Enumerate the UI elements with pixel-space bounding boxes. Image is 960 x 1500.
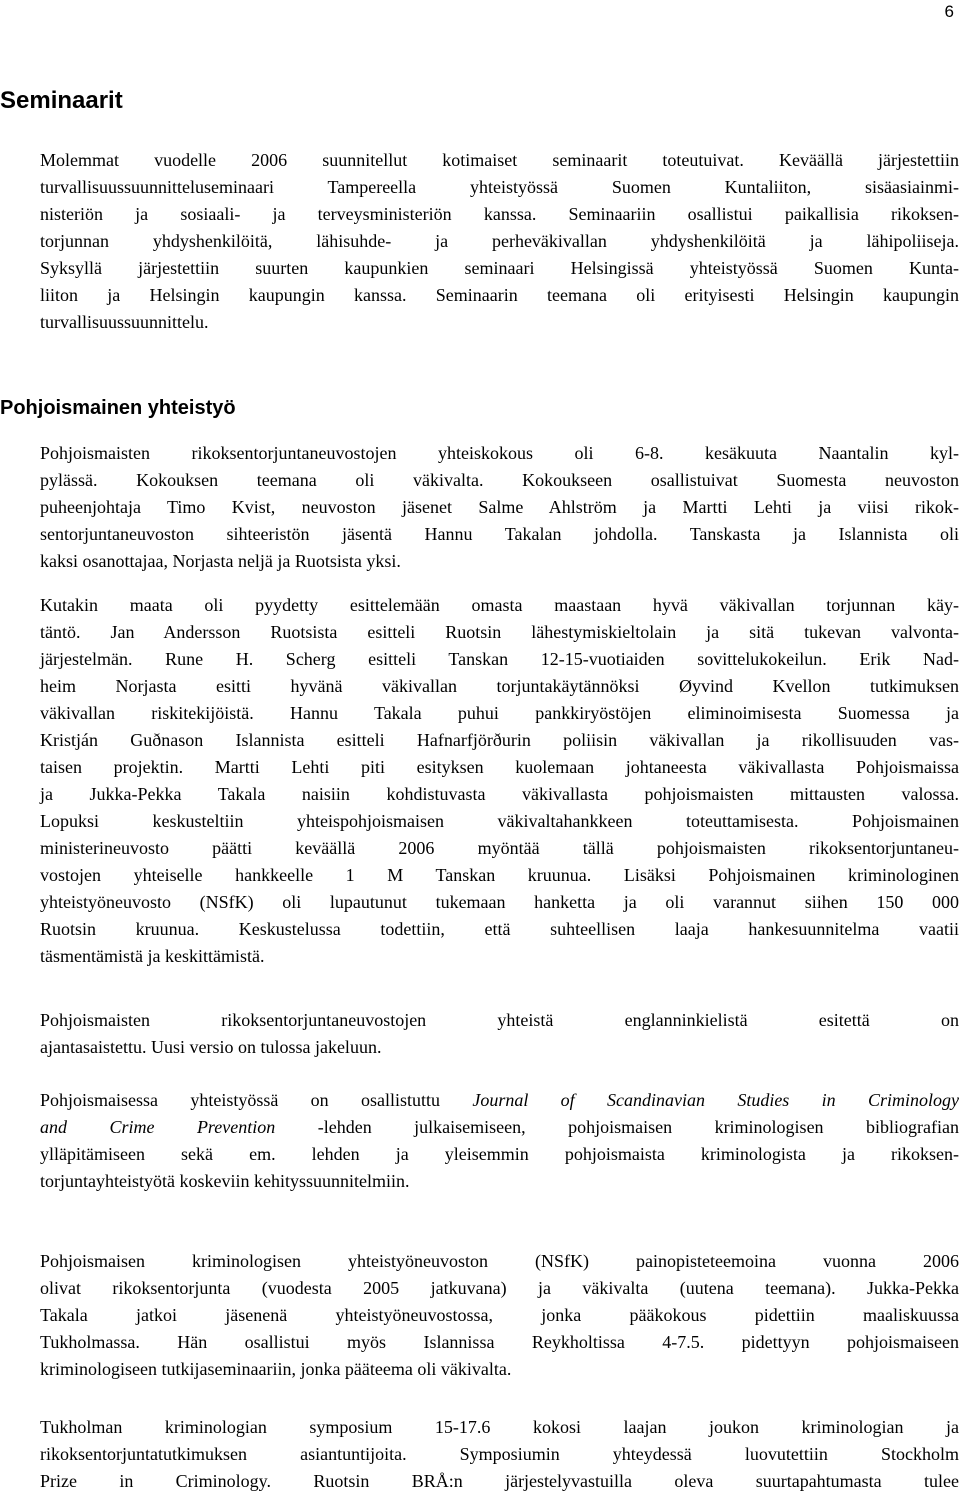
text-line: ylläpitämiseen sekä em. lehden ja yleisemmin pohjoismaista kriminologista ja rikoksen- [40,1144,959,1164]
paragraph-journal [40,1087,959,1195]
paragraph-seminaarit [40,147,959,336]
text-line [40,1087,959,1114]
text-line: Lopuksi keskusteltiin yhteispohjoismaisen väkivaltahankkeen toteuttamisesta. Pohjoismainen [40,811,959,831]
text-line: sentorjuntaneuvoston sihteeristön jäsentä Hannu Takalan johdolla. Tanskasta ja Islannista oli [40,524,959,544]
text-line: väkivallan riskitekijöistä. Hannu Takala puhui pankkiryöstöjen eliminoimisesta Suomessa ja [40,703,959,723]
text-line: Tukholmassa. Hän osallistui myös Islannissa Reykholtissa 4-7.5. pidettyyn pohjoismaiseen [40,1332,959,1352]
paragraph-tukholma [40,1414,959,1495]
paragraph-nsfk [40,1248,959,1383]
journal-title: Journal of Scandinavian Studies in Criminology [472,1090,959,1110]
text-line: Syksyllä järjestettiin suurten kaupunkien seminaari Helsingissä yhteistyössä Suomen Kunta- [40,258,959,278]
text-line: Kristján Guðnason Islannista esitteli Hafnarfjörðurin poliisin väkivallan ja rikollisuuden vas- [40,730,959,750]
paragraph-esite [40,1007,959,1061]
text-line: täsmentämistä ja keskittämistä. [40,946,265,966]
heading-pohjoismainen-yhteistyo: Pohjoismainen yhteistyö [0,397,236,419]
text-line: pylässä. Kokouksen teemana oli väkivalta. Kokoukseen osallistuivat Suomesta neuvoston [40,470,959,490]
text-line: rikoksentorjuntatutkimuksen asiantuntijoita. Symposiumin yhteydessä luovutettiin Stockholm [40,1444,959,1464]
text-line: Pohjoismaisen kriminologisen yhteistyöneuvoston (NSfK) painopisteteemoina vuonna 2006 [40,1251,959,1271]
text-line: Molemmat vuodelle 2006 suunnitellut kotimaiset seminaarit toteutuivat. Keväällä järjestettiin [40,150,959,170]
text-line: nisteriön ja sosiaali- ja terveysministeriön kanssa. Seminaariin osallistui paikallisia rikoksen- [40,204,959,224]
text-line: taisen projektin. Martti Lehti piti esityksen kuolemaan johtaneesta väkivallasta Pohjoismaissa [40,757,959,777]
text-line: Tukholman kriminologian symposium 15-17.6 kokosi laajan joukon kriminologian ja [40,1417,959,1437]
text-line: järjestelmän. Rune H. Scherg esitteli Tanskan 12-15-vuotiaiden sovittelukokeilun. Erik Nad- [40,649,959,669]
text-line: Pohjoismaisten rikoksentorjuntaneuvostojen yhteistä englanninkielistä esitettä on [40,1010,959,1030]
page-number: 6 [944,2,954,21]
text-line: puheenjohtaja Timo Kvist, neuvoston jäsenet Salme Ahlström ja Martti Lehti ja viisi rikok- [40,497,959,517]
text-line: torjunnan yhdyshenkilöitä, lähisuhde- ja perheväkivallan yhdyshenkilöitä ja lähipoliiseja. [40,231,959,251]
text-line: kaksi osanottajaa, Norjasta neljä ja Ruotsista yksi. [40,551,401,571]
text-line [40,1114,959,1141]
text-line: Kutakin maata oli pyydetty esittelemään omasta maastaan hyvä väkivallan torjunnan käy- [40,595,959,615]
text-line: täntö. Jan Andersson Ruotsista esitteli Ruotsin lähestymiskieltolain ja sitä tukevan valvonta- [40,622,959,642]
text-line: Prize in Criminology. Ruotsin BRÅ:n järjestelyvastuilla oleva suurtapahtumasta tulee [40,1471,959,1491]
heading-seminaarit: Seminaarit [0,87,123,114]
text-line: kriminologiseen tutkijaseminaariin, jonka pääteema oli väkivalta. [40,1359,512,1379]
text-line: olivat rikoksentorjunta (vuodesta 2005 jatkuvana) ja väkivalta (uutena teemana). Jukka-Pekka [40,1278,959,1298]
text-line: heim Norjasta esitti hyvänä väkivallan torjuntakäytännöksi Øyvind Kvellon tutkimuksen [40,676,959,696]
text-line: turvallisuussuunnitteluseminaari Tampereella yhteistyössä Suomen Kuntaliiton, sisäasiainmi- [40,177,959,197]
text-line: torjuntayhteistyötä koskeviin kehityssuunnitelmiin. [40,1171,410,1191]
text-line: Takala jatkoi jäsenenä yhteistyöneuvostossa, jonka pääkokous pidettiin maaliskuussa [40,1305,959,1325]
text-line: vostojen yhteiselle hankkeelle 1 M Tanskan kruunua. Lisäksi Pohjoismainen kriminologinen [40,865,959,885]
text-fragment: -lehden julkaisemiseen, pohjoismaisen kriminologisen bibliografian [275,1117,959,1137]
paragraph-yhteiskokous [40,440,959,575]
text-line: liiton ja Helsingin kaupungin kanssa. Seminaarin teemana oli erityisesti Helsingin kaupungin [40,285,959,305]
text-line: turvallisuussuunnittelu. [40,312,209,332]
text-line: Ruotsin kruunua. Keskustelussa todettiin, että suhteellisen laaja hankesuunnitelma vaatii [40,919,959,939]
text-line: yhteistyöneuvosto (NSfK) oli lupautunut tukemaan hanketta ja oli varannut siihen 150 000 [40,892,959,912]
text-fragment: Pohjoismaisessa yhteistyössä on osallistuttu [40,1090,473,1110]
text-line: ministerineuvosto päätti keväällä 2006 myöntää tällä pohjoismaisten rikoksentorjuntaneu- [40,838,959,858]
text-line: ja Jukka-Pekka Takala naisiin kohdistuvasta väkivallasta pohjoismaisten mittausten valossa. [40,784,959,804]
text-line: ajantasaistettu. Uusi versio on tulossa jakeluun. [40,1037,382,1057]
paragraph-maaesittelyt [40,592,959,970]
journal-title: and Crime Prevention [40,1117,276,1137]
text-line: Pohjoismaisten rikoksentorjuntaneuvostojen yhteiskokous oli 6-8. kesäkuuta Naantalin kyl- [40,443,959,463]
